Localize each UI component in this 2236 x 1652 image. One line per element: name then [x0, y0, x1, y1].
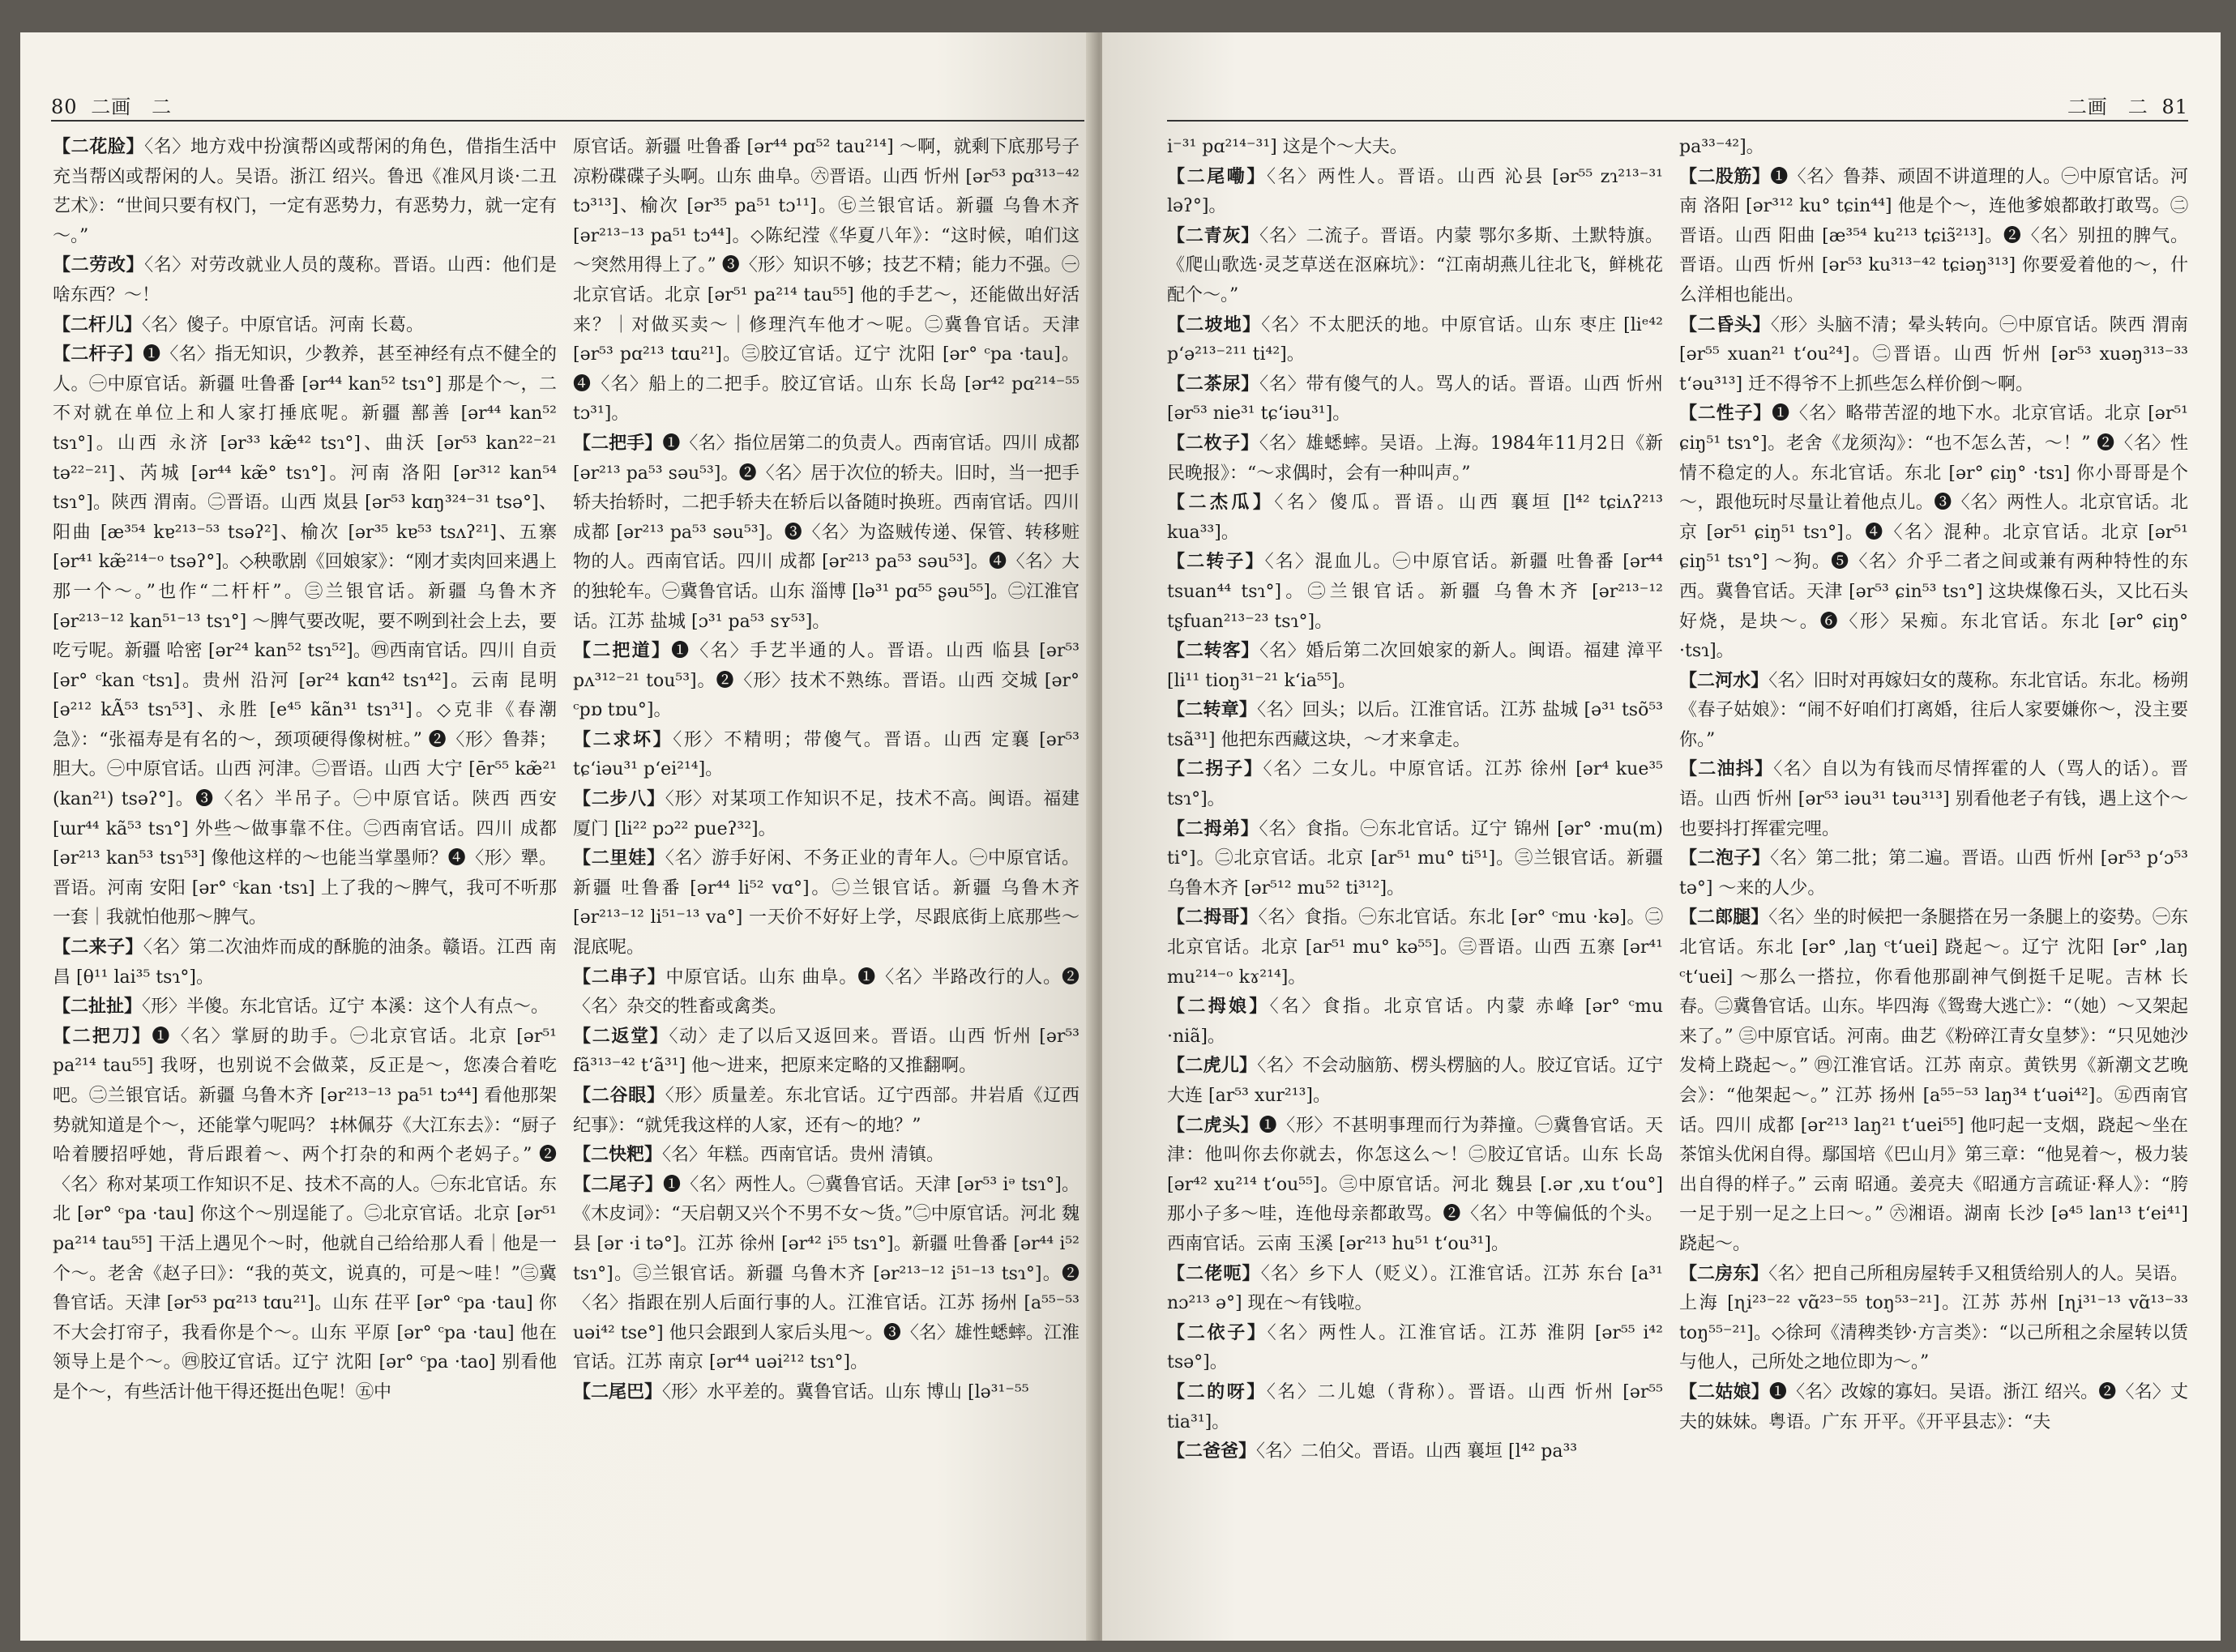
dictionary-entry: 【二拇娘】〈名〉食指。北京官话。内蒙 赤峰 [ər° ᶜmu ·niã]。 — [1167, 997, 1663, 1047]
dictionary-entry: 【二虎头】❶〈形〉不甚明事理而行为莽撞。㊀冀鲁官话。天津：他叫你去你就去，你怎这么～！㊁胶辽官话。山东 长岛 [ər⁴² xu²¹⁴ tʻou⁵⁵]。㊂中原官话。河北 魏县 [.ər ,xu tʻou°] 那小子多～哇，连他母亲都敢骂。❷〈名〉中等偏低的个头。西南官话。云南 玉溪 [ər²¹³ hu⁵¹ tʻou³¹]。 — [1167, 1115, 1663, 1254]
dictionary-entry: 【二杆子】❶〈名〉指无知识，少教养，甚至神经有点不健全的人。㊀中原官话。新疆 吐鲁番 [ər⁴⁴ kan⁵² tsɿ°] 那是个～，二不对就在单位上和人家打捶底呢。新疆 鄯善 [ər⁴⁴ kan⁵² tsɿ°]。山西 永济 [ər³³ kæ̃⁴² tsɿ°]、曲沃 [ər⁵³ kan²²⁻²¹ tə²²⁻²¹]、芮城 [ər⁴⁴ kæ̃° tsɿ°]。河南 洛阳 [ər³¹² kan⁵⁴ tsɿ°]。陕西 渭南。㊁晋语。山西 岚县 [ər⁵³ kɑŋ³²⁴⁻³¹ tsə°]、阳曲 [æ³⁵⁴ kɐ²¹³⁻⁵³ tsəʔ²]、榆次 [ər³⁵ kɐ⁵³ tsʌʔ²¹]、五寨 [ər⁴¹ kæ̃²¹⁴⁻ᵒ tsəʔ°]。◇秧歌剧《回娘家》：“刚才卖肉回来遇上那一个～。”也作“二杆杆”。㊂兰银官话。新疆 乌鲁木齐 [ər²¹³⁻¹² kan⁵¹⁻¹³ tsɿ°] ～脾气要改呢，要不咧到社会上去，要吃亏呢。新疆 哈密 [ər²⁴ kan⁵² tsɿ⁵²]。㊃西南官话。四川 自贡 [ər° ᶜkan ᶜtsɿ]。贵州 沿河 [ər²⁴ kɑn⁴² tsɿ⁴²]。云南 昆明 [ə²¹² kÃ⁵³ tsɿ⁵³]、永胜 [e⁴⁵ kãn³¹ tsɿ³¹]。◇克非《春潮急》：“张福寿是有名的～，颈项硬得像树桩。” ❷〈形〉鲁莽；胆大。㊀中原官话。山西 河津。㊁晋语。山西 大宁 [ēr⁵⁵ kæ̃²¹ (kan²¹) tsəʔ°]。❸〈名〉半吊子。㊀中原官话。陕西 西安 [ɯr⁴⁴ kã⁵³ tsɿ°] 外些～做事靠不住。㊁西南官话。四川 成都 [ər²¹³ kan⁵³ tsɿ⁵³] 像他这样的～也能当掌墨师？❹〈形〉犟。晋语。河南 安阳 [ər° ᶜkan ·tsɿ] 上了我的～脾气，我可不听那一套｜我就怕他那～脾气。 — [53, 344, 557, 928]
headword: 【二把手】 — [573, 433, 663, 454]
right-page — [1102, 32, 2221, 1641]
dictionary-entry: pa³³⁻⁴²]。 — [1679, 137, 1764, 157]
headword: 【二拇娘】 — [1167, 997, 1270, 1018]
headword: 【二郎腿】 — [1679, 907, 1769, 928]
headword: 【二油抖】 — [1679, 759, 1774, 780]
headword: 【二昏头】 — [1679, 314, 1771, 335]
dictionary-entry: 【二来子】〈名〉第二次油炸而成的酥脆的油条。赣语。江西 南昌 [θ¹¹ lai³⁵ tsɿ°]。 — [53, 937, 557, 988]
dictionary-entry: 【二尾巴】〈形〉水平差的。冀鲁官话。山东 博山 [lə³¹⁻⁵⁵ — [573, 1381, 1029, 1402]
dictionary-entry: 【二转子】〈名〉混血儿。㊀中原官话。新疆 吐鲁番 [ər⁴⁴ tsuan⁴⁴ tsɿ°]。㊁兰银官话。新疆 乌鲁木齐 [ər²¹³⁻¹² tʂfuan²¹³⁻²³ tsɿ°]。 — [1167, 552, 1663, 632]
dictionary-entry: i⁻³¹ pɑ²¹⁴⁻³¹] 这是个～大夫。 — [1167, 137, 1408, 157]
dictionary-entry: 【二返堂】〈动〉走了以后又返回来。晋语。山西 忻州 [ər⁵³ fã³¹³⁻⁴² tʻã³¹] 他～进来，把原来定略的又推翻啊。 — [573, 1026, 1080, 1077]
headword: 【二坡地】 — [1167, 314, 1262, 335]
dictionary-entry: 【二河水】〈名〉旧时对再嫁妇女的蔑称。东北官话。东北。杨朔《春子姑娘》：“闹不好咱们打离婚，往后人家要嫌你～，没主要你。” — [1679, 670, 2188, 750]
headword: 【二尾子】 — [573, 1174, 664, 1195]
headword: 【二佬呃】 — [1167, 1263, 1261, 1284]
left-page — [20, 32, 1098, 1641]
dictionary-entry: 【二坡地】〈名〉不太肥沃的地。中原官话。山东 枣庄 [liᵉ⁴² pʻə²¹³⁻²¹¹ ti⁴²]。 — [1167, 314, 1663, 365]
dictionary-entry: 【二求坏】〈形〉不精明；带傻气。晋语。山西 定襄 [ər⁵³ tɕʻiəu³¹ pʻei²¹⁴]。 — [573, 729, 1080, 780]
headword: 【二河水】 — [1679, 670, 1769, 691]
headword: 【二房东】 — [1679, 1263, 1769, 1284]
dictionary-entry: 【二串子】中原官话。山东 曲阜。❶〈名〉半路改行的人。❷〈名〉杂交的牲畜或禽类。 — [573, 967, 1080, 1018]
headword: 【二杆子】 — [53, 344, 143, 365]
dictionary-entry: 【二劳改】〈名〉对劳改就业人员的蔑称。晋语。山西：他们是啥东西？～！ — [53, 255, 557, 305]
headword: 【二的呀】 — [1167, 1381, 1267, 1402]
left-running-header — [51, 91, 172, 119]
dictionary-entry: 【二快粑】〈名〉年糕。西南官话。贵州 清镇。 — [573, 1145, 945, 1166]
dictionary-entry: 【二转客】〈名〉婚后第二次回娘家的新人。闽语。福建 漳平 [li¹¹ tioŋ³¹⁻²¹ kʻia⁵⁵]。 — [1167, 641, 1663, 691]
dictionary-entry: 【二把刀】❶〈名〉掌厨的助手。㊀北京官话。北京 [ər⁵¹ pa²¹⁴ tau⁵⁵] 我呀，也别说不会做菜，反正是～，您凑合着吃吧。㊁兰银官话。新疆 乌鲁木齐 [ər²¹³⁻¹³ pa⁵¹ tɔ⁴⁴] 看他那架势就知道是个～，还能掌勺呢吗？ ‡林佩芬《大江东去》：“厨子哈着腰招呼她，背后跟着～、两个打杂的和两个老妈子。” ❷〈名〉称对某项工作知识不足、技术不高的人。㊀东北官话。东北 [ər° ᶜpa ·tau] 你这个～別逞能了。㊁北京官话。北京 [ər⁵¹ pa²¹⁴ tau⁵⁵] 干活上遇见个～时，他就自己给给那人看｜他是一个～。老舍《赵子曰》：“我的英文，说真的，可是～哇！”㊂冀鲁官话。天津 [ər⁵³ pɑ²¹³ tɑu²¹]。山东 茌平 [ər° ᶜpa ·tau] 你不大会打帘子，我看你是个～。山东 平原 [ər° ᶜpa ·tau] 他在领导上是个～。㊃胶辽官话。辽宁 沈阳 [ər° ᶜpa ·tao] 别看他是个～，有些活计他干得还挺出色呢！㊄中 — [53, 1026, 557, 1402]
dictionary-entry: 【二谷眼】〈形〉质量差。东北官话。辽宁西部。井岩盾《辽西纪事》：“就凭我这样的人家，还有～的地？” — [573, 1086, 1080, 1136]
dictionary-entry: 【二姑娘】❶〈名〉改嫁的寡妇。吴语。浙江 绍兴。❷〈名〉丈夫的妹妹。粤语。广东 开平。《开平县志》：“夫 — [1679, 1381, 2188, 1432]
headword: 【二尾嘞】 — [1167, 166, 1267, 187]
dictionary-entry: 【二茶尿】〈名〉带有傻气的人。骂人的话。晋语。山西 忻州 [ər⁵³ nie³¹ tɕʻiəu³¹]。 — [1167, 374, 1663, 425]
headword: 【二扯扯】 — [53, 997, 143, 1018]
dictionary-entry: 【二把道】❶〈名〉手艺半通的人。晋语。山西 临县 [ər⁵³ pʌ³¹²⁻²¹ tou⁵³]。❷〈形〉技术不熟练。晋语。山西 交城 [ər° ᶜpɒ tɒu°]。 — [573, 641, 1080, 721]
headword: 【二来子】 — [53, 937, 143, 958]
right-running-header — [2067, 91, 2188, 119]
headword: 【二转子】 — [1167, 552, 1265, 573]
dictionary-entry: 【二拇弟】〈名〉食指。㊀东北官话。辽宁 锦州 [ər° ·mu(m) ti°]。㊁北京官话。北京 [ar⁵¹ mu° ti⁵¹]。㊂兰银官话。新疆 乌鲁木齐 [ər⁵¹² mu⁵² ti³¹²]。 — [1167, 818, 1663, 899]
headword: 【二尾巴】 — [573, 1381, 663, 1402]
dictionary-entry: 【二性子】❶〈名〉略带苦涩的地下水。北京官话。北京 [ər⁵¹ ɕiŋ⁵¹ tsɿ°]。老舍《龙须沟》：“也不怎么苦，～！” ❷〈名〉性情不稳定的人。东北官话。东北 [ər° ɕiŋ° ·tsɿ] 你小哥哥是个～，跟他玩时尽量让着他点儿。❸〈名〉两性人。北京官话。北京 [ər⁵¹ ɕiŋ⁵¹ tsɿ°]。❹〈名〉混种。北京官话。北京 [ər⁵¹ ɕiŋ⁵¹ tsɿ°] ～狗。❺〈名〉介乎二者之间或兼有两种特性的东西。冀鲁官话。天津 [ər⁵³ ɕin⁵³ tsɿ°] 这块煤像石头，又比石头好烧，是块～。❻〈形〉呆痴。东北官话。东北 [ər° ɕiŋ° ·tsɿ]。 — [1679, 403, 2188, 662]
headword: 【二姑娘】 — [1679, 1381, 1769, 1402]
dictionary-entry: 【二油抖】〈名〉自以为有钱而尽情挥霍的人（骂人的话）。晋语。山西 忻州 [ər⁵³ iəu³¹ təu³¹³] 别看他老子有钱，遇上这个～也要抖打挥霍完哩。 — [1679, 759, 2188, 839]
headword: 【二步八】 — [573, 789, 665, 810]
dictionary-entry: 【二青灰】〈名〉二流子。晋语。内蒙 鄂尔多斯、土默特旗。《爬山歌选·灵芝草送在沤麻坑》：“江南胡燕儿往北飞，鲜桃花配个～。” — [1167, 225, 1663, 305]
headword: 【二返堂】 — [573, 1026, 669, 1047]
headword: 【二转客】 — [1167, 641, 1260, 662]
headword: 【二拇哥】 — [1167, 907, 1259, 928]
dictionary-entry: 【二昏头】〈形〉头脑不清；晕头转向。㊀中原官话。陕西 渭南 [ər⁵⁵ xuan²¹ tʻou²⁴]。㊁晋语。山西 忻州 [ər⁵³ xuəŋ³¹³⁻³³ tʻəu³¹³] 迁不得爷不上抓些怎么样价倒～啊。 — [1679, 314, 2188, 395]
headword: 【二爸爸】 — [1167, 1441, 1257, 1462]
right-column-2 — [1679, 133, 2188, 1437]
headword: 【二虎儿】 — [1167, 1056, 1258, 1077]
headword: 【二里娃】 — [573, 848, 665, 869]
dictionary-entry: 【二杆儿】〈名〉傻子。中原官话。河南 长葛。 — [53, 314, 425, 335]
dictionary-entry: 【二房东】〈名〉把自己所租房屋转手又租赁给别人的人。吴语。上海 [ɳi²³⁻²² vɑ̃²³⁻⁵⁵ toŋ⁵³⁻²¹]。江苏 苏州 [ɳi³¹⁻¹³ vɑ̃¹³⁻³³ toŋ⁵⁵⁻²¹]。◇徐珂《清稗类钞·方言类》：“以己所租之余屋转以赁与他人，己所处之地位即为～。” — [1679, 1263, 2188, 1373]
dictionary-entry: 【二枚子】〈名〉雄蟋蟀。吴语。上海。1984年11月2日《新民晚报》：“～求偶时，会有一种叫声。” — [1167, 433, 1663, 484]
dictionary-entry: 【二拇哥】〈名〉食指。㊀东北官话。东北 [ər° ᶜmu ·kə]。㊁北京官话。北京 [ar⁵¹ mu° kə⁵⁵]。㊂晋语。山西 五寨 [ər⁴¹ mu²¹⁴⁻ᵒ kɤ²¹⁴]。 — [1167, 907, 1663, 988]
right-section-title: 二画 二 — [2067, 96, 2148, 118]
dictionary-entry: 【二尾嘞】〈名〉两性人。晋语。山西 沁县 [ər⁵⁵ zɿ²¹³⁻³¹ ləʔ°]。 — [1167, 166, 1663, 217]
dictionary-entry: 【二杰瓜】〈名〉傻瓜。晋语。山西 襄垣 [l⁴² tɕiʌʔ²¹³ kua³³]。 — [1167, 493, 1663, 543]
left-section-title: 二画 二 — [91, 96, 173, 118]
headword: 【二杰瓜】 — [1167, 493, 1275, 514]
dictionary-entry: 【二扯扯】〈形〉半傻。东北官话。辽宁 本溪：这个人有点～。 — [53, 997, 549, 1018]
dictionary-entry: 【二郎腿】〈名〉坐的时候把一条腿搭在另一条腿上的姿势。㊀东北官话。东北 [ər° ,laŋ ᶜtʻuei] 跷起～。辽宁 沈阳 [ər° ,laŋ ᶜtʻuei] ～那么一搭拉，你看他那副神气倒挺千足呢。吉林 长春。㊁冀鲁官话。山东。毕四海《鸳鸯大逃亡》：“（她）～又架起来了。” ㊂中原官话。河南。曲艺《粉碎江青女皇梦》：“只见她沙发椅上跷起～。” ㊃江淮官话。江苏 南京。黄铁男《新潮文艺晚会》：“他架起～。” 江苏 扬州 [a⁵⁵⁻⁵³ laŋ³⁴ tʻuəi⁴²]。㊄西南官话。四川 成都 [ər²¹³ laŋ²¹ tʻuei⁵⁵] 他叼起一支烟，跷起～坐在茶馆头优闲自得。鄢国培《巴山月》第三章：“他晃着～，极力装出自得的样子。” 云南 昭通。姜亮夫《昭通方言疏证·释人》：“胯一足于别一足之上曰～。” ㊅湘语。湖南 长沙 [ə⁴⁵ lan¹³ tʻei⁴¹] 跷起～。 — [1679, 907, 2188, 1254]
dictionary-entry: 【二佬呃】〈名〉乡下人（贬义）。江淮官话。江苏 东台 [a³¹ nɔ²¹³ ə°] 现在～有钱啦。 — [1167, 1263, 1663, 1314]
dictionary-entry: 【二花脸】〈名〉地方戏中扮演帮凶或帮闲的角色，借指生活中充当帮凶或帮闲的人。吴语。浙江 绍兴。鲁迅《准风月谈·二丑艺术》：“世间只要有权门，一定有恶势力，有恶势力，就一定有～。” — [53, 137, 557, 246]
left-header-rule — [51, 120, 1084, 122]
headword: 【二拐子】 — [1167, 759, 1263, 780]
left-page-number: 80 — [51, 96, 78, 118]
headword: 【二把刀】 — [53, 1026, 152, 1047]
dictionary-entry: 【二拐子】〈名〉二女儿。中原官话。江苏 徐州 [ər⁴ kue³⁵ tsɿ°]。 — [1167, 759, 1663, 810]
headword: 【二串子】 — [573, 967, 666, 988]
headword: 【二花脸】 — [53, 137, 145, 157]
headword: 【二求坏】 — [573, 729, 673, 750]
headword: 【二泡子】 — [1679, 848, 1771, 869]
right-page-number: 81 — [2161, 96, 2188, 118]
headword: 【二杆儿】 — [53, 314, 143, 335]
dictionary-entry: 【二步八】〈形〉对某项工作知识不足，技术不高。闽语。福建 厦门 [li²² pɔ²² pueʔ³²]。 — [573, 789, 1080, 839]
headword: 【二茶尿】 — [1167, 374, 1260, 395]
headword: 【二快粑】 — [573, 1145, 663, 1166]
left-column-2 — [573, 133, 1080, 1408]
dictionary-entry: 【二把手】❶〈名〉指位居第二的负责人。西南官话。四川 成都 [ər²¹³ pa⁵³ səu⁵³]。❷〈名〉居于次位的轿夫。旧时，当一把手轿夫抬轿时，二把手轿夫在轿后以备随时换班。西南官话。四川 成都 [ər²¹³ pa⁵³ səu⁵³]。❸〈名〉为盗贼传递、保管、转移赃物的人。西南官话。四川 成都 [ər²¹³ pa⁵³ səu⁵³]。❹〈名〉大的独轮车。㊀冀鲁官话。山东 淄博 [lə³¹ pɑ⁵⁵ ʂəu⁵⁵]。㊁江淮官话。江苏 盐城 [ɔ³¹ pa⁵³ sʏ⁵³]。 — [573, 433, 1080, 632]
headword: 【二劳改】 — [53, 255, 145, 276]
headword: 【二拇弟】 — [1167, 818, 1259, 839]
dictionary-entry: 【二转章】〈名〉回头；以后。江淮官话。江苏 盐城 [ə³¹ tsõ⁵³ tsã³¹] 他把东西藏这块，～才来拿走。 — [1167, 700, 1663, 750]
headword: 【二谷眼】 — [573, 1086, 665, 1106]
headword: 【二把道】 — [573, 641, 672, 662]
dictionary-entry: 【二虎儿】〈名〉不会动脑筋、楞头楞脑的人。胶辽官话。辽宁 大连 [ar⁵³ xur²¹³]。 — [1167, 1056, 1663, 1106]
headword: 【二依子】 — [1167, 1322, 1268, 1343]
dictionary-entry: 【二爸爸】〈名〉二伯父。晋语。山西 襄垣 [l⁴² pa³³ — [1167, 1441, 1578, 1462]
dictionary-entry: 【二尾子】❶〈名〉两性人。㊀冀鲁官话。天津 [ər⁵³ iᵊ tsɿ°]。《木皮词》：“天启朝又兴个不男不女～货。”㊁中原官话。河北 魏县 [ər ·i tə°]。江苏 徐州 [ər⁴² i⁵⁵ tsɿ°]。新疆 吐鲁番 [ər⁴⁴ i⁵² tsɿ°]。㊂兰银官话。新疆 乌鲁木齐 [ər²¹³⁻¹² i⁵¹⁻¹³ tsɿ°]。❷〈名〉指跟在别人后面行事的人。江淮官话。江苏 扬州 [a⁵⁵⁻⁵³ uəi⁴² tse°] 他只会跟到人家后头甩～。❸〈名〉雄性蟋蟀。江淮官话。江苏 南京 [ər⁴⁴ uəi²¹² tsɿ°]。 — [573, 1174, 1080, 1373]
dictionary-entry: 【二依子】〈名〉两性人。江淮官话。江苏 淮阴 [ər⁵⁵ i⁴² tsə°]。 — [1167, 1322, 1663, 1373]
headword: 【二青灰】 — [1167, 225, 1260, 246]
right-column-1 — [1167, 133, 1663, 1467]
right-header-rule — [1167, 120, 2188, 122]
dictionary-entry: 【二的呀】〈名〉二儿媳（背称）。晋语。山西 忻州 [ər⁵⁵ tia³¹]。 — [1167, 1381, 1663, 1432]
headword: 【二性子】 — [1679, 403, 1772, 425]
dictionary-entry: 【二股筋】❶〈名〉鲁莽、顽固不讲道理的人。㊀中原官话。河南 洛阳 [ər³¹² ku° tɕin⁴⁴] 他是个～，连他爹娘都敢打敢骂。㊁晋语。山西 阳曲 [æ³⁵⁴ ku²¹³ tɕiɜ̃²¹³]。❷〈名〉别扭的脾气。晋语。山西 忻州 [ər⁵³ ku³¹³⁻⁴² tɕiəŋ³¹³] 你要爱着他的～，什么洋相也能出。 — [1679, 166, 2188, 305]
headword: 【二股筋】 — [1679, 166, 1771, 187]
dictionary-entry: 原官话。新疆 吐鲁番 [ər⁴⁴ pɑ⁵² tau²¹⁴] ～啊，就剩下底那号子凉粉碟碟子头啊。山东 曲阜。㊅晋语。山西 忻州 [ər⁵³ pɑ³¹³⁻⁴² tɔ³¹³]、榆次 [ər³⁵ pa⁵¹ tɔ¹¹]。㊆兰银官话。新疆 乌鲁木齐 [ər²¹³⁻¹³ pa⁵¹ tɔ⁴⁴]。◇陈纪滢《华夏八年》：“这时候，咱们这～突然用得上了。” ❸〈形〉知识不够；技艺不精；能力不强。㊀北京官话。北京 [ər⁵¹ pa²¹⁴ tau⁵⁵] 他的手艺～，还能做出好活来？｜对做买卖～｜修理汽车他才～呢。㊁冀鲁官话。天津 [ər⁵³ pɑ²¹³ tɑu²¹]。㊂胶辽官话。辽宁 沈阳 [ər° ᶜpa ·tau]。❹〈名〉船上的二把手。胶辽官话。山东 长岛 [ər⁴² pɑ²¹⁴⁻⁵⁵ tɔ³¹]。 — [573, 137, 1080, 425]
headword: 【二转章】 — [1167, 700, 1258, 721]
dictionary-entry: 【二里娃】〈名〉游手好闲、不务正业的青年人。㊀中原官话。新疆 吐鲁番 [ər⁴⁴ li⁵² vɑ°]。㊁兰银官话。新疆 乌鲁木齐 [ər²¹³⁻¹² li⁵¹⁻¹³ va°] 一天价不好好上学，尽跟底街上底那些～混底呢。 — [573, 848, 1080, 958]
headword: 【二虎头】 — [1167, 1115, 1259, 1136]
left-column-1 — [53, 133, 557, 1408]
headword: 【二枚子】 — [1167, 433, 1259, 454]
dictionary-entry: 【二泡子】〈名〉第二批；第二遍。晋语。山西 忻州 [ər⁵³ pʻɔ⁵³ tə°] ～来的人少。 — [1679, 848, 2188, 899]
